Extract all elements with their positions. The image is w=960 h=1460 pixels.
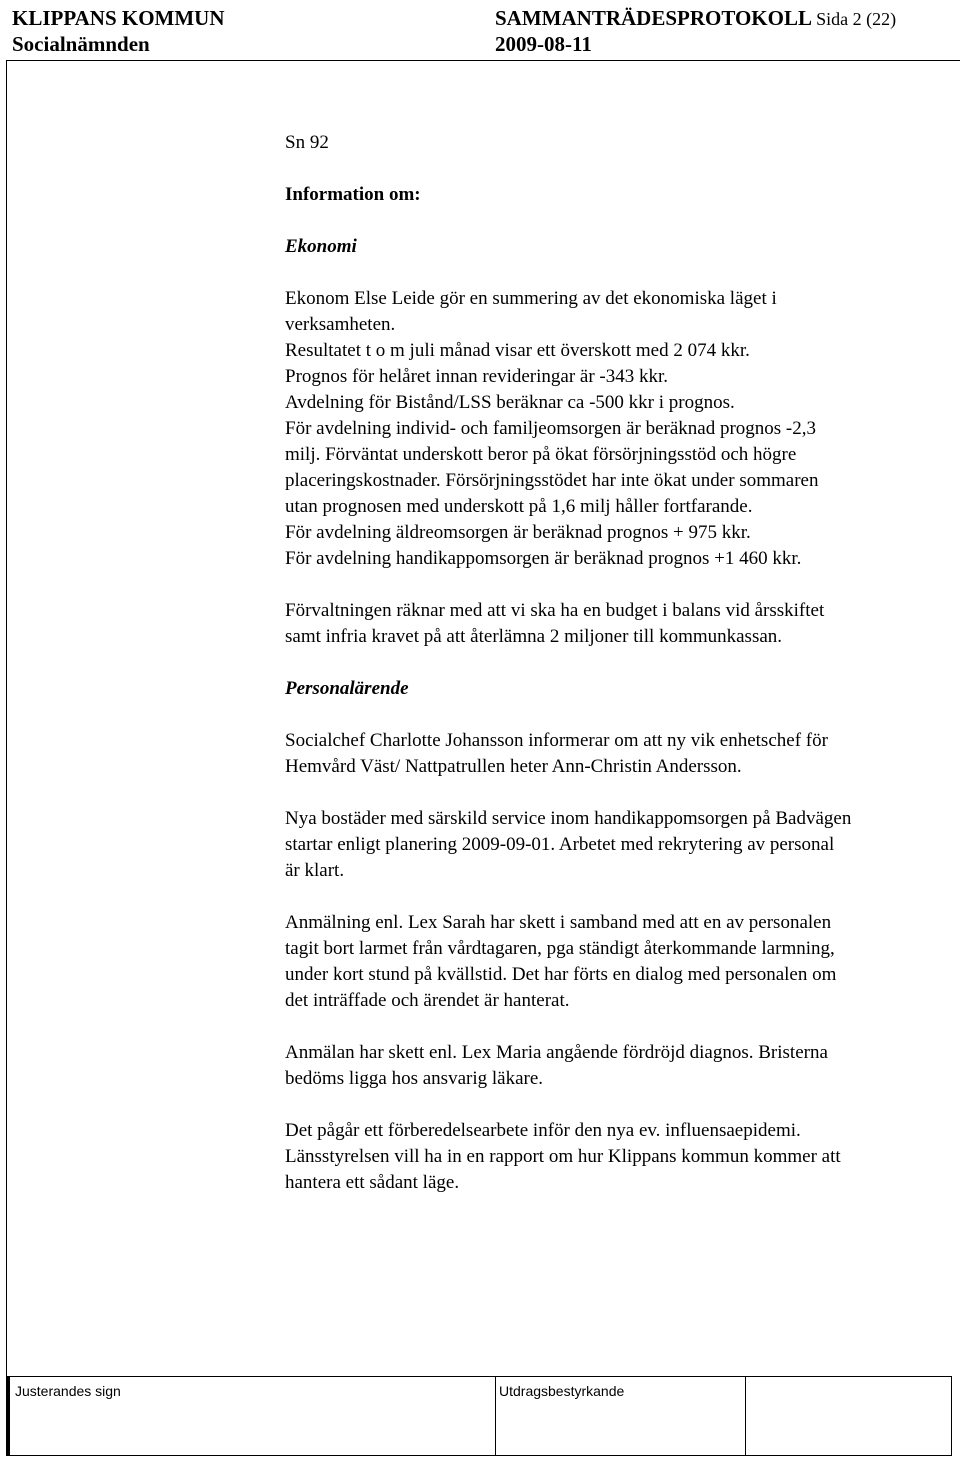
paragraph — [285, 728, 960, 780]
text-line: Nya bostäder med särskild service inom handikappomsorgen på Badvägen — [285, 808, 852, 829]
header-doc-type: SAMMANTRÄDESPROTOKOLL — [495, 6, 811, 30]
paragraph — [285, 598, 960, 650]
info-heading: Information om: — [285, 184, 421, 205]
protocol-body — [285, 130, 960, 1196]
text-line: För avdelning handikappomsorgen är beräknad prognos +1 460 kkr. — [285, 548, 802, 569]
footer-divider — [745, 1377, 746, 1455]
text-line: Anmälning enl. Lex Sarah har skett i samband med att en av personalen — [285, 912, 832, 933]
text-line: Prognos för helåret innan revideringar är -343 kkr. — [285, 366, 669, 387]
text-line: Det pågår ett förberedelsearbete inför den nya ev. influensaepidemi. — [285, 1120, 801, 1141]
footer-divider — [495, 1377, 496, 1455]
text-line: Hemvård Väst/ Nattpatrullen heter Ann-Christin Andersson. — [285, 756, 742, 777]
header-page: Sida 2 (22) — [816, 9, 897, 29]
text-line: bedöms ligga hos ansvarig läkare. — [285, 1068, 544, 1089]
text-line: Socialchef Charlotte Johansson informerar om att ny vik enhetschef för — [285, 730, 828, 751]
footer-left-bar — [7, 1377, 10, 1455]
personal-heading: Personalärende — [285, 678, 409, 699]
paragraph — [285, 286, 960, 572]
text-line: är klart. — [285, 860, 345, 881]
paragraph — [285, 910, 960, 1014]
utdragsbestyrkande-label: Utdragsbestyrkande — [499, 1383, 625, 1399]
ekonomi-section — [285, 286, 960, 650]
text-line: Resultatet t o m juli månad visar ett överskott med 2 074 kkr. — [285, 340, 750, 361]
ekonomi-heading: Ekonomi — [285, 236, 357, 257]
text-line: verksamheten. — [285, 314, 396, 335]
text-line: tagit bort larmet från vårdtagaren, pga ständigt återkommande larmning, — [285, 938, 835, 959]
text-line: samt infria kravet på att återlämna 2 miljoner till kommunkassan. — [285, 626, 783, 647]
header-doc-type-row — [495, 6, 896, 31]
text-line: hantera ett sådant läge. — [285, 1172, 460, 1193]
paragraph — [285, 806, 960, 884]
text-line: placeringskostnader. Försörjningsstödet har inte ökat under sommaren — [285, 470, 819, 491]
text-line: Länsstyrelsen vill ha in en rapport om hur Klippans kommun kommer att — [285, 1146, 841, 1167]
text-line: Förvaltningen räknar med att vi ska ha en budget i balans vid årsskiftet — [285, 600, 825, 621]
section-number: Sn 92 — [285, 132, 329, 153]
text-line: Anmälan har skett enl. Lex Maria angående fördröjd diagnos. Bristerna — [285, 1042, 828, 1063]
left-margin-rule — [6, 60, 7, 1380]
text-line: För avdelning äldreomsorgen är beräknad prognos + 975 kkr. — [285, 522, 751, 543]
text-line: Ekonom Else Leide gör en summering av det ekonomiska läget i — [285, 288, 777, 309]
justerandes-sign-label: Justerandes sign — [15, 1383, 121, 1399]
text-line: milj. Förväntat underskott beror på ökat försörjningsstöd och högre — [285, 444, 797, 465]
header-divider — [6, 60, 960, 61]
header-unit: Socialnämnden — [12, 32, 150, 56]
paragraph — [285, 1118, 960, 1196]
signature-footer — [6, 1376, 952, 1456]
personal-section — [285, 728, 960, 1196]
text-line: under kort stund på kvällstid. Det har förts en dialog med personalen om — [285, 964, 837, 985]
text-line: För avdelning individ- och familjeomsorgen är beräknad prognos -2,3 — [285, 418, 816, 439]
header-org: KLIPPANS KOMMUN — [12, 6, 225, 30]
header-date: 2009-08-11 — [495, 32, 592, 56]
paragraph — [285, 1040, 960, 1092]
text-line: Avdelning för Bistånd/LSS beräknar ca -500 kkr i prognos. — [285, 392, 735, 413]
text-line: det inträffade och ärendet är hanterat. — [285, 990, 570, 1011]
text-line: startar enligt planering 2009-09-01. Arbetet med rekrytering av personal — [285, 834, 835, 855]
text-line: utan prognosen med underskott på 1,6 milj håller fortfarande. — [285, 496, 753, 517]
